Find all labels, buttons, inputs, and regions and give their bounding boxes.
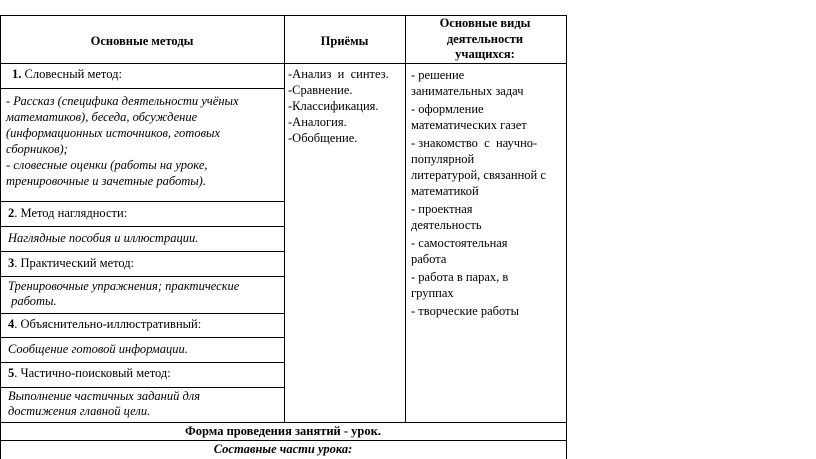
activity-item	[411, 135, 563, 199]
row-divider	[0, 387, 284, 388]
activity-line: работа	[411, 252, 447, 266]
header-techniques: Приёмы	[320, 34, 369, 48]
table-border-left	[0, 15, 1, 459]
row-divider	[0, 88, 284, 89]
activity-line: популярной	[411, 152, 475, 166]
method-5-title	[8, 365, 171, 381]
activity-line: - знакомство с научно-	[411, 136, 538, 150]
column-divider	[405, 15, 406, 422]
technique-item: -Сравнение.	[288, 83, 353, 97]
activity-item	[411, 201, 563, 233]
method-2-desc-line: Наглядные пособия и иллюстрации.	[8, 231, 199, 245]
method-3-desc-line: Тренировочные упражнения; практические	[8, 279, 240, 293]
activity-line: математикой	[411, 184, 479, 198]
method-3-title	[8, 255, 134, 271]
method-4-number: 4	[8, 317, 15, 331]
method-5-desc-line: Выполнение частичных заданий для	[8, 389, 201, 403]
method-1-desc-line: - Рассказ (специфика деятельности учёных	[6, 94, 239, 108]
technique-item: -Обобщение.	[288, 131, 358, 145]
activity-line: литературой, связанной с	[411, 168, 546, 182]
method-1-desc-line: тренировочные и зачетные работы).	[6, 174, 206, 188]
method-5-desc-line: достижения главной цели.	[8, 404, 151, 418]
activity-item	[411, 269, 563, 301]
method-2-number: 2	[8, 206, 15, 220]
technique-item: -Классификация.	[288, 99, 379, 113]
activity-line: - работа в парах, в	[411, 270, 509, 284]
row-divider	[0, 337, 284, 338]
activity-line: занимательных задач	[411, 84, 524, 98]
method-2-description	[8, 230, 198, 246]
column-divider	[284, 15, 285, 422]
method-1-desc-line: математиков), беседа, обсуждение	[6, 110, 198, 124]
method-5-description	[8, 389, 200, 419]
activity-line: - решение	[411, 68, 465, 82]
method-1-desc-line: сборников);	[6, 142, 68, 156]
activities-list	[411, 67, 563, 319]
activity-item	[411, 101, 563, 133]
method-4-description	[8, 341, 188, 357]
method-3-description	[8, 279, 239, 309]
activity-line: - проектная	[411, 202, 473, 216]
activity-item	[411, 67, 563, 99]
row-divider	[0, 226, 284, 227]
activity-line: деятельность	[411, 218, 482, 232]
header-activities: Основные виды деятельности учащихся:	[439, 16, 531, 61]
row-divider	[0, 362, 284, 363]
technique-item: -Аналогия.	[288, 115, 347, 129]
header-methods: Основные методы	[90, 34, 194, 48]
method-3-number: 3	[8, 256, 15, 270]
method-3-desc-line: работы.	[8, 294, 57, 308]
activity-line: - самостоятельная	[411, 236, 508, 250]
row-divider	[0, 313, 284, 314]
method-5-number: 5	[8, 366, 15, 380]
method-1-label: Словесный метод:	[24, 67, 122, 81]
method-1-title	[12, 66, 122, 82]
row-divider	[0, 276, 284, 277]
method-4-desc-line: Сообщение готовой информации.	[8, 342, 188, 356]
method-1-desc-line: (информационных источников, готовых	[6, 126, 221, 140]
method-1-number: 1.	[12, 67, 22, 81]
techniques-list	[288, 66, 402, 146]
method-4-title	[8, 316, 201, 332]
activity-line: - оформление	[411, 102, 484, 116]
method-1-description	[6, 93, 281, 189]
activity-item	[411, 235, 563, 267]
method-1-desc-line: - словесные оценки (работы на уроке,	[6, 158, 208, 172]
method-2-label: . Метод наглядности:	[14, 206, 128, 220]
method-4-label: . Объяснительно-иллюстративный:	[14, 317, 202, 331]
method-3-label: . Практический метод:	[14, 256, 135, 270]
technique-item: -Анализ и синтез.	[288, 67, 389, 81]
lesson-form-row: Форма проведения занятий - урок.	[185, 424, 381, 438]
lesson-parts-row: Составные части урока:	[213, 442, 353, 456]
activity-line: математических газет	[411, 118, 527, 132]
table-border-right	[566, 15, 567, 459]
activity-item	[411, 303, 563, 319]
row-divider	[0, 201, 284, 202]
method-5-label: . Частично-поисковый метод:	[14, 366, 171, 380]
header-divider	[0, 63, 567, 64]
activity-line: - творческие работы	[411, 304, 519, 318]
row-divider	[0, 251, 284, 252]
method-2-title	[8, 205, 127, 221]
activity-line: группах	[411, 286, 454, 300]
